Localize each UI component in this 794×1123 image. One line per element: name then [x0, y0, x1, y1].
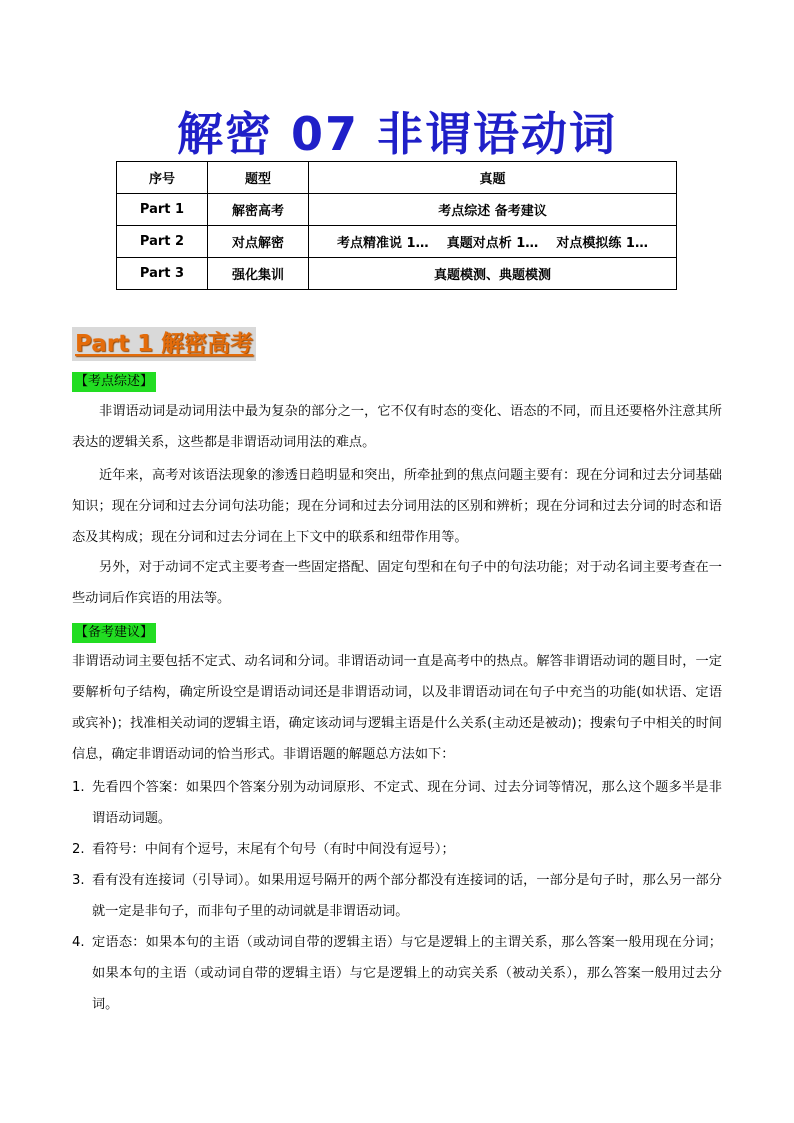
steps-list [72, 772, 722, 1020]
table-cell: Part 2 [117, 226, 208, 258]
overview-paragraph: 非谓语动词是动词用法中最为复杂的部分之一，它不仅有时态的变化、语态的不同，而且还要格外注意其所表达的逻辑关系，这些都是非谓语动词用法的难点。 [72, 404, 722, 450]
table-cell: Part 1 [117, 194, 208, 226]
table-row [117, 226, 677, 258]
list-number: 1. [72, 780, 85, 795]
list-number: 2. [72, 842, 85, 857]
list-text: 定语态：如果本句的主语（或动词自带的逻辑主语）与它是逻辑上的主谓关系，那么答案一般用现在分词；如果本句的主语（或动词自带的逻辑主语）与它是逻辑上的动宾关系（被动关系），那么答案一般用过去分词。 [92, 935, 722, 1012]
list-number: 3. [72, 873, 85, 888]
list-item [72, 865, 722, 927]
table-header-cell: 真题 [309, 162, 677, 194]
overview-paragraph: 另外，对于动词不定式主要考查一些固定搭配、固定句型和在句子中的句法功能；对于动名词主要考查在一些动词后作宾语的用法等。 [72, 560, 722, 606]
table-cell: 考点精准说 1… 真题对点析 1… 对点模拟练 1… [309, 226, 677, 258]
list-text: 看符号：中间有个逗号，末尾有个句号（有时中间没有逗号）； [92, 842, 455, 857]
part1-heading: Part 1 解密高考 [72, 327, 256, 361]
table-cell: Part 3 [117, 258, 208, 290]
list-text: 先看四个答案：如果四个答案分别为动词原形、不定式、现在分词、过去分词等情况，那么这个题多半是非谓语动词题。 [92, 780, 722, 826]
list-item [72, 834, 722, 865]
table-cell: 对点解密 [208, 226, 309, 258]
table-cell: 真题模测、典题模测 [309, 258, 677, 290]
table-row [117, 258, 677, 290]
advice-paragraph: 非谓语动词主要包括不定式、动名词和分词。非谓语动词一直是高考中的热点。解答非谓语动词的题目时，一定要解析句子结构，确定所设空是谓语动词还是非谓语动词，以及非谓语动词在句子中充当的功能(如状语、定语或宾补)；找准相关动词的逻辑主语，确定该动词与逻辑主语是什么关系(主动还是被动)；搜索句子中相关的时间信息，确定非谓语动词的恰当形式。非谓语题的解题总方法如下： [72, 654, 722, 762]
table-header-cell: 序号 [117, 162, 208, 194]
page-title: 解密 07 非谓语动词 [176, 107, 618, 161]
table-row [117, 194, 677, 226]
table-cell: 解密高考 [208, 194, 309, 226]
overview-paragraph: 近年来，高考对该语法现象的渗透日趋明显和突出，所牵扯到的焦点问题主要有：现在分词和过去分词基础知识；现在分词和过去分词句法功能；现在分词和过去分词用法的区别和辨析；现在分词和过去分词的时态和语态及其构成；现在分词和过去分词在上下文中的联系和纽带作用等。 [72, 468, 722, 545]
list-number: 4. [72, 935, 85, 950]
list-text: 看有没有连接词（引导词）。如果用逗号隔开的两个部分都没有连接词的话，一部分是句子时，那么另一部分就一定是非句子，而非句子里的动词就是非谓语动词。 [92, 873, 722, 919]
advice-tag: 【备考建议】 [72, 623, 156, 643]
table-cell: 强化集训 [208, 258, 309, 290]
table-header-cell: 题型 [208, 162, 309, 194]
table-cell: 考点综述 备考建议 [309, 194, 677, 226]
table-header-row [117, 162, 677, 194]
contents-table [116, 161, 677, 290]
overview-tag: 【考点综述】 [72, 372, 156, 392]
list-item [72, 927, 722, 1020]
list-item [72, 772, 722, 834]
